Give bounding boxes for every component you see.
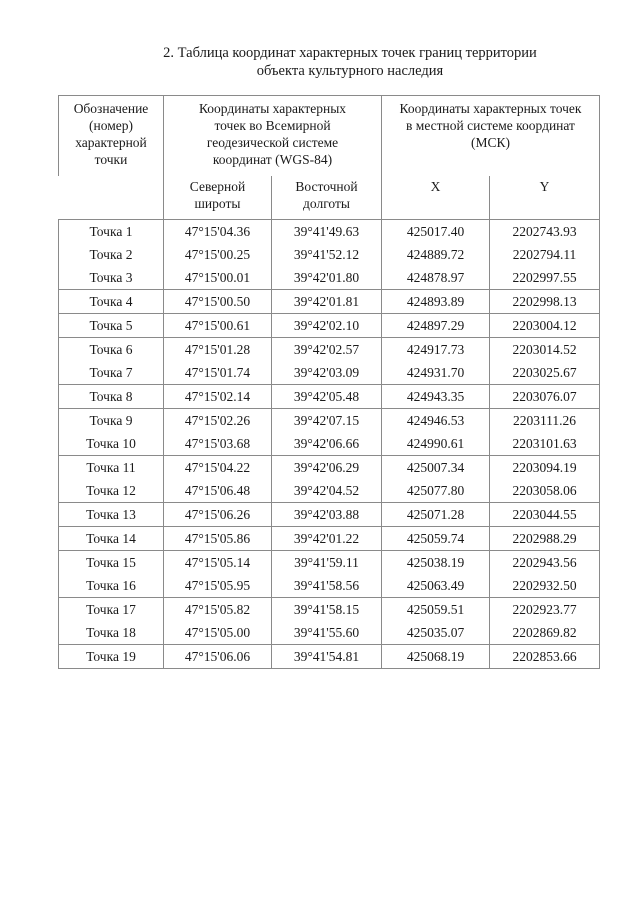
table-row	[59, 243, 600, 266]
cell-point-name: Точка 2	[59, 243, 164, 266]
cell-coord-x: 425035.07	[382, 621, 490, 645]
document-title	[0, 44, 640, 80]
cell-coord-y: 2202997.55	[490, 266, 600, 290]
subheader-x: X	[382, 176, 490, 220]
subheader-y: Y	[490, 176, 600, 220]
table-row	[59, 456, 600, 480]
cell-coord-x: 424931.70	[382, 361, 490, 385]
cell-longitude: 39°41'58.56	[272, 574, 382, 598]
cell-coord-y: 2203111.26	[490, 409, 600, 433]
cell-coord-x: 425038.19	[382, 551, 490, 575]
subheader-latitude: Северной широты	[164, 176, 272, 220]
cell-coord-y: 2203014.52	[490, 338, 600, 362]
cell-latitude: 47°15'04.22	[164, 456, 272, 480]
cell-latitude: 47°15'02.14	[164, 385, 272, 409]
cell-coord-x: 425059.74	[382, 527, 490, 551]
table-row	[59, 621, 600, 645]
cell-latitude: 47°15'02.26	[164, 409, 272, 433]
cell-point-name: Точка 14	[59, 527, 164, 551]
cell-longitude: 39°42'06.66	[272, 432, 382, 456]
cell-latitude: 47°15'06.48	[164, 479, 272, 503]
cell-point-name: Точка 4	[59, 290, 164, 314]
header-wgs84-coordinates: Координаты характерных точек во Всемирной геодезической системе координат (WGS-84)	[164, 96, 382, 177]
cell-longitude: 39°41'52.12	[272, 243, 382, 266]
cell-longitude: 39°41'59.11	[272, 551, 382, 575]
cell-coord-y: 2202998.13	[490, 290, 600, 314]
cell-coord-x: 424878.97	[382, 266, 490, 290]
cell-point-name: Точка 3	[59, 266, 164, 290]
cell-latitude: 47°15'06.06	[164, 645, 272, 669]
table-row	[59, 479, 600, 503]
cell-coord-x: 425068.19	[382, 645, 490, 669]
table-row	[59, 266, 600, 290]
cell-coord-x: 424893.89	[382, 290, 490, 314]
cell-latitude: 47°15'03.68	[164, 432, 272, 456]
cell-coord-x: 425077.80	[382, 479, 490, 503]
table-row	[59, 598, 600, 622]
cell-latitude: 47°15'05.95	[164, 574, 272, 598]
cell-longitude: 39°42'02.57	[272, 338, 382, 362]
cell-longitude: 39°42'01.22	[272, 527, 382, 551]
cell-coord-y: 2203025.67	[490, 361, 600, 385]
table-row	[59, 551, 600, 575]
cell-point-name: Точка 19	[59, 645, 164, 669]
cell-coord-y: 2202988.29	[490, 527, 600, 551]
cell-coord-y: 2202853.66	[490, 645, 600, 669]
subheader-empty	[59, 176, 164, 220]
cell-longitude: 39°42'04.52	[272, 479, 382, 503]
cell-longitude: 39°41'54.81	[272, 645, 382, 669]
cell-longitude: 39°42'05.48	[272, 385, 382, 409]
cell-coord-x: 424943.35	[382, 385, 490, 409]
cell-latitude: 47°15'00.61	[164, 314, 272, 338]
table-row	[59, 574, 600, 598]
cell-point-name: Точка 6	[59, 338, 164, 362]
cell-coord-y: 2202943.56	[490, 551, 600, 575]
coordinates-table	[58, 95, 600, 669]
cell-longitude: 39°42'03.88	[272, 503, 382, 527]
cell-coord-x: 424917.73	[382, 338, 490, 362]
cell-coord-y: 2202794.11	[490, 243, 600, 266]
table-row	[59, 432, 600, 456]
cell-coord-y: 2203044.55	[490, 503, 600, 527]
cell-coord-x: 424990.61	[382, 432, 490, 456]
title-line-1: 2. Таблица координат характерных точек границ территории	[163, 45, 537, 61]
cell-point-name: Точка 9	[59, 409, 164, 433]
cell-coord-x: 425017.40	[382, 220, 490, 244]
table-row	[59, 409, 600, 433]
cell-longitude: 39°42'06.29	[272, 456, 382, 480]
table-row	[59, 220, 600, 244]
cell-point-name: Точка 18	[59, 621, 164, 645]
cell-coord-y: 2202869.82	[490, 621, 600, 645]
cell-coord-x: 425059.51	[382, 598, 490, 622]
table-row	[59, 361, 600, 385]
cell-coord-y: 2203004.12	[490, 314, 600, 338]
cell-latitude: 47°15'05.82	[164, 598, 272, 622]
cell-coord-x: 424897.29	[382, 314, 490, 338]
table-header-row	[59, 96, 600, 177]
cell-longitude: 39°41'55.60	[272, 621, 382, 645]
cell-coord-y: 2202932.50	[490, 574, 600, 598]
cell-longitude: 39°42'07.15	[272, 409, 382, 433]
cell-point-name: Точка 15	[59, 551, 164, 575]
cell-longitude: 39°42'02.10	[272, 314, 382, 338]
table-row	[59, 645, 600, 669]
cell-latitude: 47°15'00.50	[164, 290, 272, 314]
cell-coord-x: 425071.28	[382, 503, 490, 527]
cell-coord-x: 425007.34	[382, 456, 490, 480]
cell-longitude: 39°42'01.80	[272, 266, 382, 290]
cell-latitude: 47°15'06.26	[164, 503, 272, 527]
table-row	[59, 503, 600, 527]
cell-coord-x: 424946.53	[382, 409, 490, 433]
header-point-designation: Обозначение (номер) характерной точки	[59, 96, 164, 177]
cell-point-name: Точка 10	[59, 432, 164, 456]
cell-point-name: Точка 16	[59, 574, 164, 598]
cell-longitude: 39°41'58.15	[272, 598, 382, 622]
cell-coord-y: 2203058.06	[490, 479, 600, 503]
cell-coord-y: 2202923.77	[490, 598, 600, 622]
cell-point-name: Точка 7	[59, 361, 164, 385]
cell-latitude: 47°15'01.74	[164, 361, 272, 385]
subheader-longitude: Восточной долготы	[272, 176, 382, 220]
cell-coord-y: 2202743.93	[490, 220, 600, 244]
table-row	[59, 314, 600, 338]
cell-point-name: Точка 11	[59, 456, 164, 480]
cell-point-name: Точка 12	[59, 479, 164, 503]
cell-longitude: 39°42'03.09	[272, 361, 382, 385]
cell-point-name: Точка 17	[59, 598, 164, 622]
cell-latitude: 47°15'00.25	[164, 243, 272, 266]
cell-point-name: Точка 5	[59, 314, 164, 338]
table-row	[59, 290, 600, 314]
cell-coord-y: 2203101.63	[490, 432, 600, 456]
table-row	[59, 527, 600, 551]
table-subheader-row	[59, 176, 600, 220]
table-row	[59, 338, 600, 362]
title-line-2: объекта культурного наследия	[256, 63, 444, 79]
cell-point-name: Точка 1	[59, 220, 164, 244]
cell-point-name: Точка 8	[59, 385, 164, 409]
header-msk-coordinates: Координаты характерных точек в местной системе координат (МСК)	[382, 96, 600, 177]
cell-coord-x: 424889.72	[382, 243, 490, 266]
cell-coord-y: 2203094.19	[490, 456, 600, 480]
cell-latitude: 47°15'05.00	[164, 621, 272, 645]
cell-longitude: 39°42'01.81	[272, 290, 382, 314]
cell-latitude: 47°15'05.14	[164, 551, 272, 575]
cell-latitude: 47°15'00.01	[164, 266, 272, 290]
cell-longitude: 39°41'49.63	[272, 220, 382, 244]
table-row	[59, 385, 600, 409]
cell-latitude: 47°15'01.28	[164, 338, 272, 362]
cell-coord-x: 425063.49	[382, 574, 490, 598]
cell-latitude: 47°15'05.86	[164, 527, 272, 551]
cell-coord-y: 2203076.07	[490, 385, 600, 409]
cell-latitude: 47°15'04.36	[164, 220, 272, 244]
cell-point-name: Точка 13	[59, 503, 164, 527]
